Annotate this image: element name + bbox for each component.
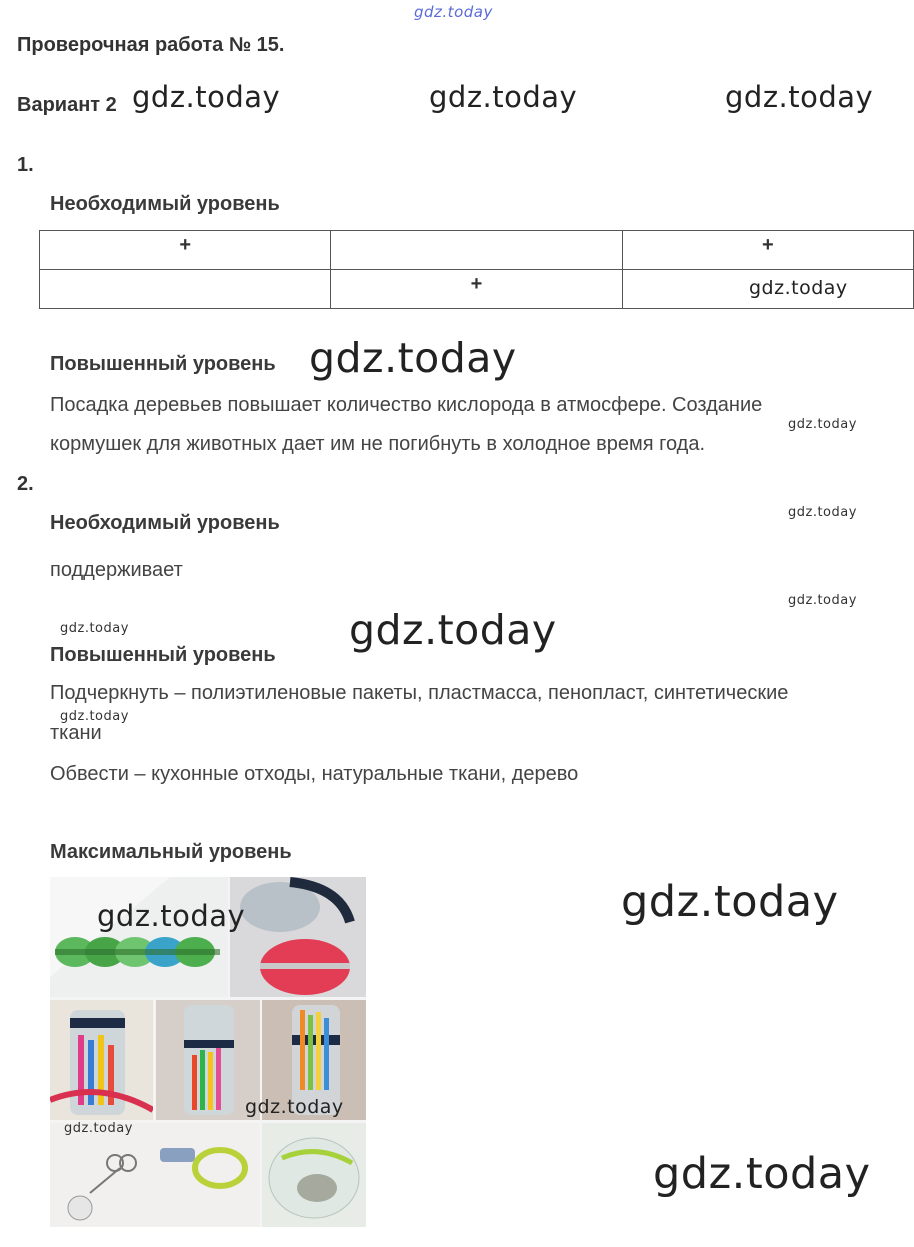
watermark: gdz.today [245, 1096, 344, 1118]
table-cell: + [622, 231, 913, 270]
task-1-advanced-heading: Повышенный уровень [50, 353, 276, 375]
watermark: gdz.today [725, 80, 874, 114]
task-1-required-heading: Необходимый уровень [50, 193, 280, 215]
watermark: gdz.today [64, 1121, 133, 1136]
watermark: gdz.today [132, 80, 281, 114]
watermark: gdz.today [788, 417, 857, 432]
watermark: gdz.today [60, 621, 129, 636]
watermark: gdz.today [429, 80, 578, 114]
watermark: gdz.today [349, 606, 557, 654]
pencil-case-photo [50, 1000, 153, 1120]
table-cell: + [40, 231, 331, 270]
variant-label: Вариант 2 [17, 94, 117, 116]
task-2-advanced-text: Подчеркнуть – полиэтиленовые пакеты, пластмасса, пенопласт, синтетические [50, 682, 789, 704]
watermark: gdz.today [749, 277, 848, 299]
task-2-max-heading: Максимальный уровень [50, 841, 292, 863]
task-2-advanced-text: Обвести – кухонные отходы, натуральные ткани, дерево [50, 763, 579, 785]
bottle-pouch-photo [230, 877, 366, 997]
watermark: gdz.today [309, 334, 517, 382]
task-2-required-heading: Необходимый уровень [50, 512, 280, 534]
task-2-advanced-heading: Повышенный уровень [50, 644, 276, 666]
watermark: gdz.today [653, 1149, 871, 1199]
task-2-number: 2. [17, 473, 34, 495]
table-cell [40, 270, 331, 309]
jar-pouch-photo [262, 1123, 366, 1227]
task-1-number: 1. [17, 154, 34, 176]
watermark: gdz.today [414, 3, 493, 21]
watermark: gdz.today [788, 505, 857, 520]
task-2-required-answer: поддерживает [50, 559, 183, 581]
watermark: gdz.today [60, 709, 129, 724]
watermark: gdz.today [97, 899, 246, 933]
page-title: Проверочная работа № 15. [17, 34, 285, 56]
tools-photo [50, 1123, 260, 1227]
table-cell: + [331, 270, 622, 309]
table-row [40, 231, 914, 270]
task-1-advanced-text: кормушек для животных дает им не погибнуть в холодное время года. [50, 433, 706, 455]
bottles-photo [50, 877, 228, 997]
task-2-advanced-text: ткани [50, 722, 102, 744]
task-1-advanced-text: Посадка деревьев повышает количество кислорода в атмосфере. Создание [50, 394, 763, 416]
watermark: gdz.today [621, 877, 839, 927]
watermark: gdz.today [788, 593, 857, 608]
table-cell [331, 231, 622, 270]
